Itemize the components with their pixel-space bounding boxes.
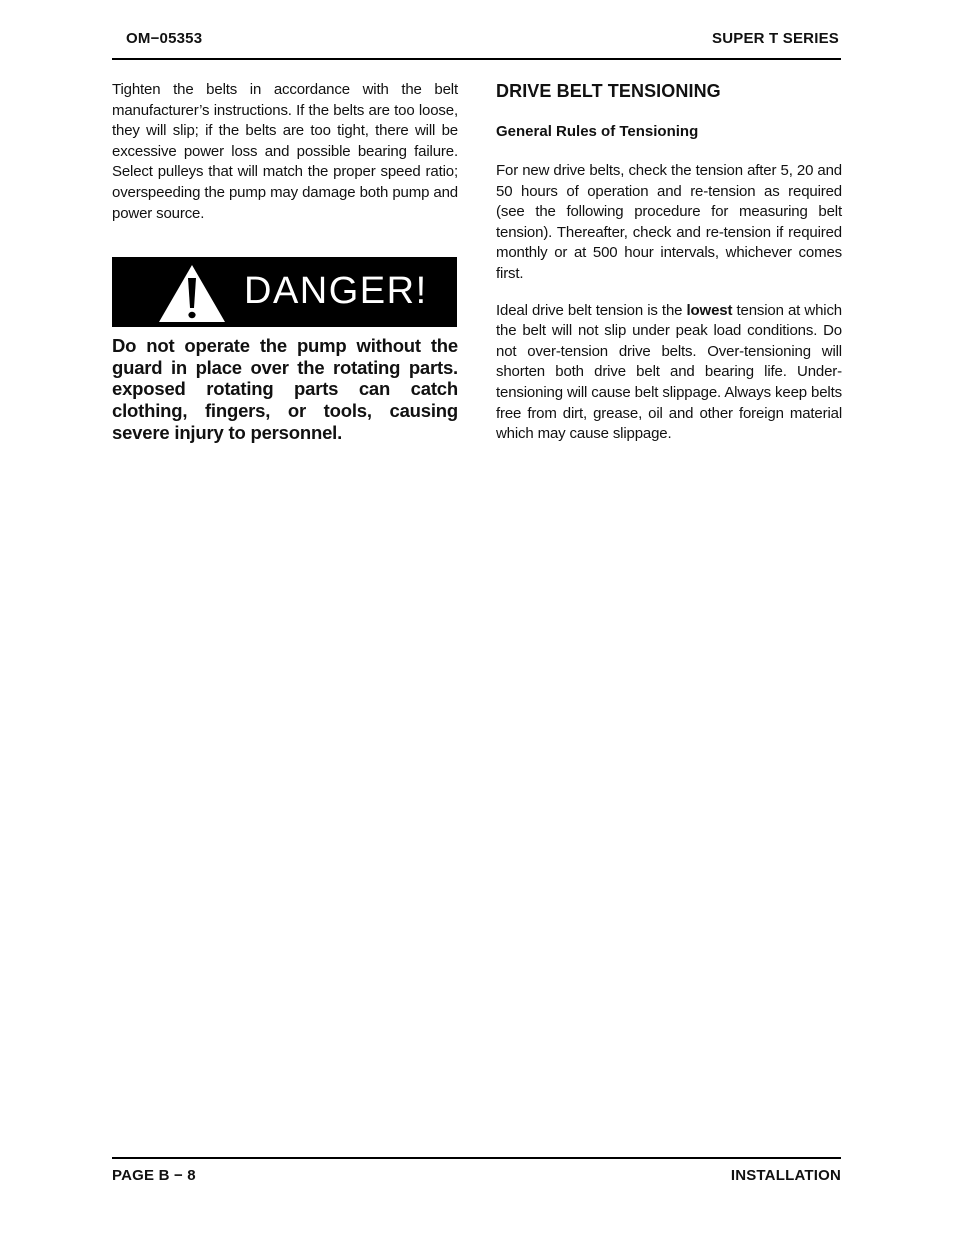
paragraph-2-end: tension at which the belt will not slip under peak load conditions. Do not over-tension drive belts. Over-tensioning will shorten both drive belt and bearing life. Under-tensioning will cause belt slippage. Always keep belts free from dirt, grease, oil and other foreign material which may cause slippage. <box>496 301 842 443</box>
page-header <box>112 28 841 60</box>
doc-number: OM−05353 <box>126 30 203 47</box>
subsection-title: General Rules of Tensioning <box>496 123 699 140</box>
footer-section: INSTALLATION <box>730 1167 841 1184</box>
danger-message: Do not operate the pump without the guard in place over the rotating parts. exposed rotating parts can catch clothing, fingers, or tools, causing severe injury to personnel. <box>112 335 458 443</box>
left-column <box>112 80 458 443</box>
section-title: DRIVE BELT TENSIONING <box>496 81 721 101</box>
page-number: PAGE B − 8 <box>112 1167 196 1184</box>
warning-triangle-icon <box>157 264 227 324</box>
tensioning-paragraph-2 <box>496 301 842 445</box>
danger-banner <box>112 257 457 327</box>
danger-label: DANGER! <box>244 270 428 313</box>
intro-paragraph: Tighten the belts in accordance with the belt manufacturer’s instructions. If the belts are too loose, they will slip; if the belts are too tight, there will be excessive power loss and possible bearing failure. Select pulleys that will match the proper speed ratio; overspeeding the pump may damage both pump and power source. <box>112 81 458 222</box>
series-title: SUPER T SERIES <box>712 30 839 47</box>
lowest-emphasis: lowest <box>686 301 733 319</box>
right-column <box>496 80 842 445</box>
paragraph-2-start: Ideal drive belt tension is the <box>496 301 687 319</box>
page-footer <box>112 1157 841 1189</box>
tensioning-paragraph-1: For new drive belts, check the tension after 5, 20 and 50 hours of operation and re-tension as required (see the following procedure for measuring belt tension). Thereafter, check and re-tension if required monthly or at 500 hour intervals, whichever comes first. <box>496 162 842 282</box>
